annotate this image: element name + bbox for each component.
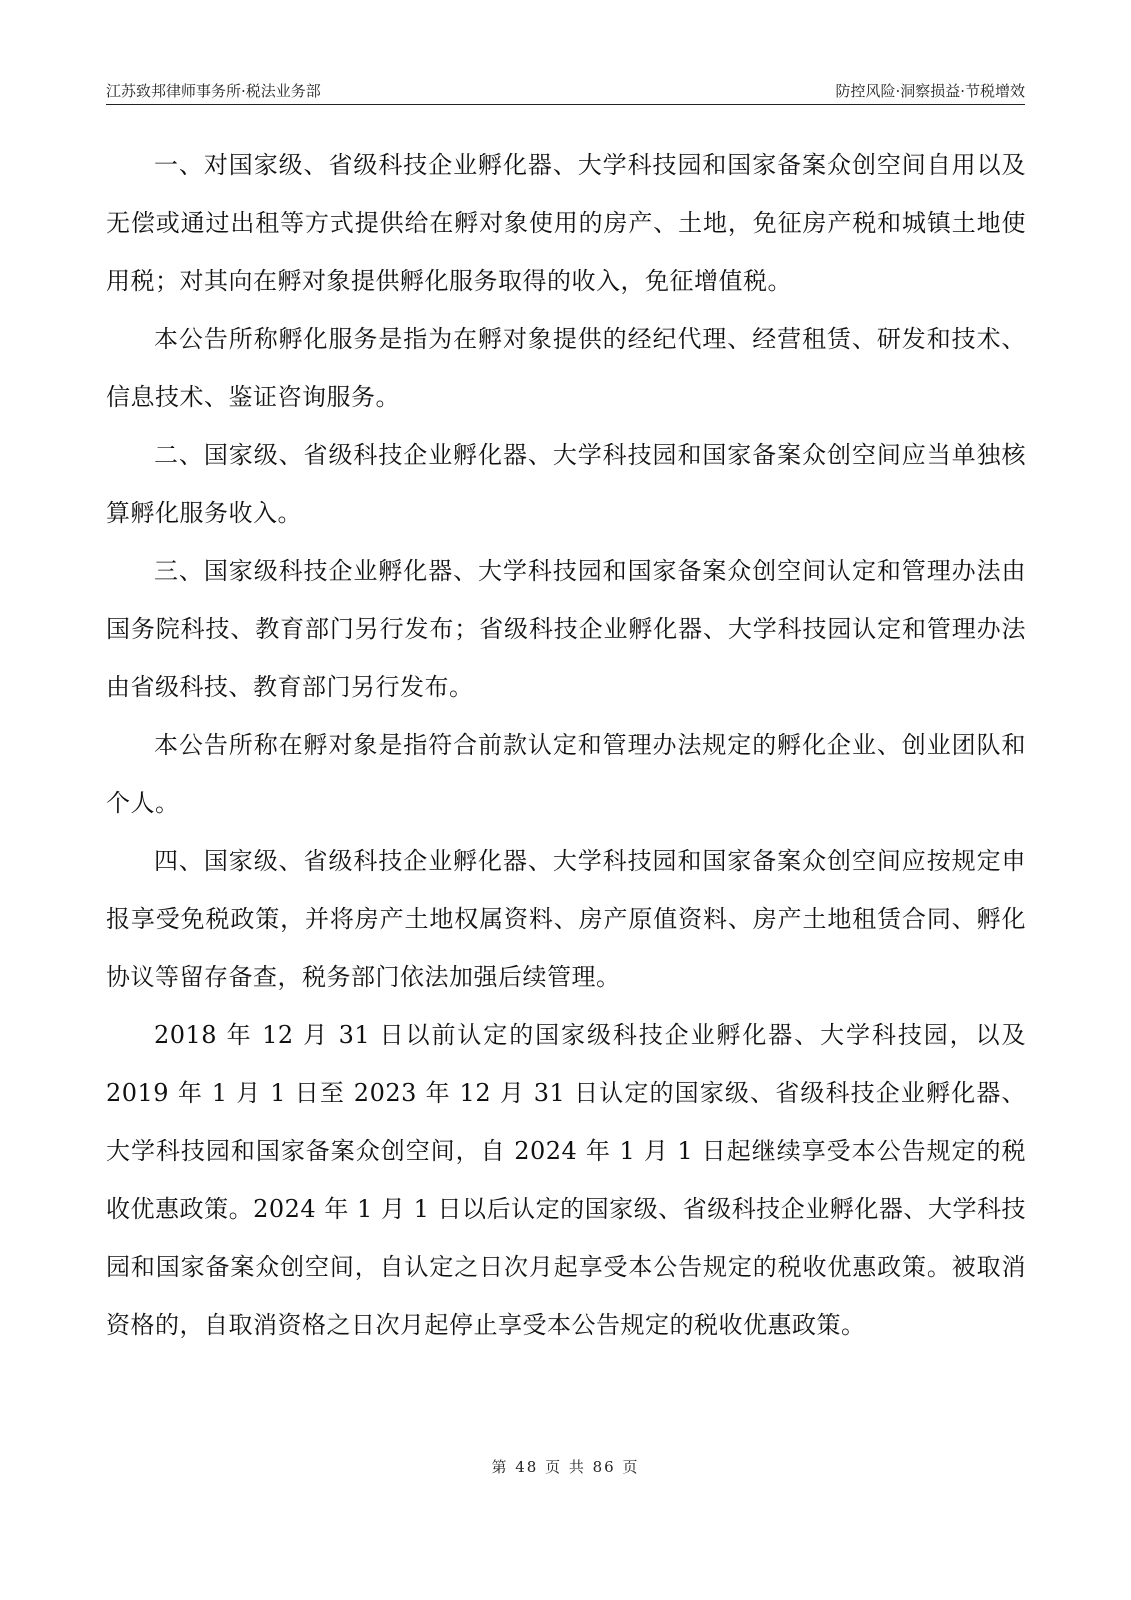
paragraph: 一、对国家级、省级科技企业孵化器、大学科技园和国家备案众创空间自用以及无偿或通过出租等方式提供给在孵对象使用的房产、土地，免征房产税和城镇土地使用税；对其向在孵对象提供孵化服务取得的收入，免征增值税。 <box>106 151 1026 295</box>
paragraph: 四、国家级、省级科技企业孵化器、大学科技园和国家备案众创空间应按规定申报享受免税政策，并将房产土地权属资料、房产原值资料、房产土地租赁合同、孵化协议等留存备查，税务部门依法加强后续管理。 <box>106 847 1026 991</box>
paragraph: 本公告所称在孵对象是指符合前款认定和管理办法规定的孵化企业、创业团队和个人。 <box>106 731 1026 817</box>
paragraph: 2018 年 12 月 31 日以前认定的国家级科技企业孵化器、大学科技园，以及 2019 年 1 月 1 日至 2023 年 12 月 31 日认定的国家级、省级科技企业孵化器、大学科技园和国家备案众创空间，自 2024 年 1 月 1 日起继续享受本公告规定的税收优惠政策。2024 年 1 月 1 日以后认定的国家级、省级科技企业孵化器、大学科技园和国家备案众创空间，自认定之日次月起享受本公告规定的税收优惠政策。被取消资格的，自取消资格之日次月起停止享受本公告规定的税收优惠政策。 <box>106 1021 1026 1339</box>
header-slogan: 防控风险·洞察损益·节税增效 <box>835 82 1025 100</box>
header-firm-name: 江苏致邦律师事务所·税法业务部 <box>106 82 321 100</box>
paragraph: 三、国家级科技企业孵化器、大学科技园和国家备案众创空间认定和管理办法由国务院科技、教育部门另行发布；省级科技企业孵化器、大学科技园认定和管理办法由省级科技、教育部门另行发布。 <box>106 557 1026 701</box>
page-header <box>106 78 1025 105</box>
document-body <box>106 136 1026 1354</box>
paragraph: 本公告所称孵化服务是指为在孵对象提供的经纪代理、经营租赁、研发和技术、信息技术、鉴证咨询服务。 <box>106 325 1026 411</box>
page-number: 第 48 页 共 86 页 <box>491 1458 640 1476</box>
paragraph: 二、国家级、省级科技企业孵化器、大学科技园和国家备案众创空间应当单独核算孵化服务收入。 <box>106 441 1026 527</box>
